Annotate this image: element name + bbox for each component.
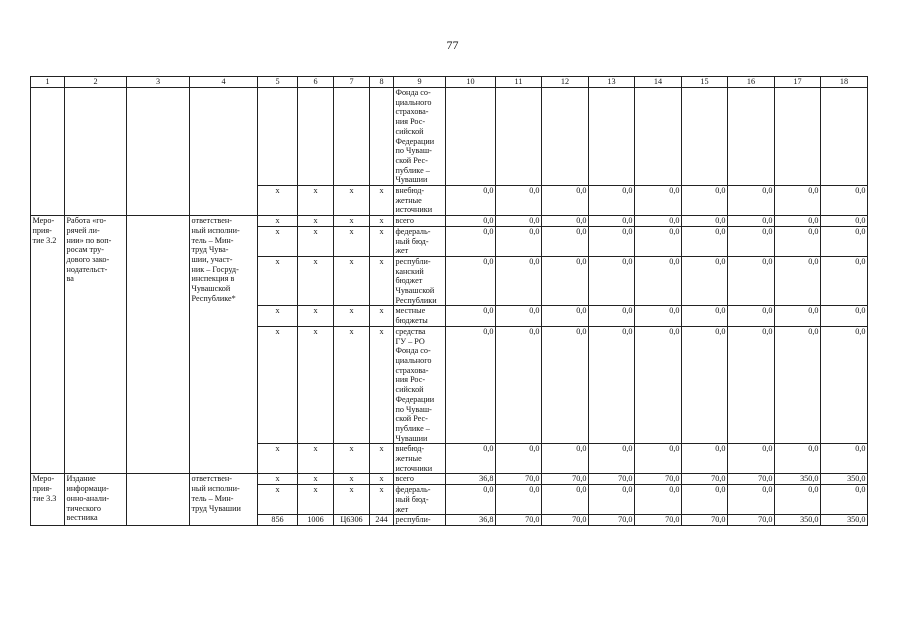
value-cell: 0,0 <box>446 226 496 256</box>
value-cell: 0,0 <box>446 485 496 515</box>
code-cell: x <box>334 226 370 256</box>
value-cell: 0,0 <box>682 186 728 216</box>
value-cell: 0,0 <box>446 256 496 306</box>
header-cell: 8 <box>370 77 394 88</box>
code-cell: x <box>258 186 298 216</box>
code-cell <box>298 88 334 186</box>
col3-cell <box>127 474 190 526</box>
code-cell: 1006 <box>298 515 334 526</box>
value-cell: 0,0 <box>775 326 821 443</box>
code-cell: x <box>298 256 334 306</box>
code-cell: x <box>258 326 298 443</box>
code-cell: x <box>298 226 334 256</box>
value-cell: 0,0 <box>446 306 496 326</box>
source-cell: местные бюджеты <box>394 306 446 326</box>
value-cell <box>821 88 868 186</box>
value-cell: 0,0 <box>542 306 589 326</box>
code-cell: x <box>370 306 394 326</box>
value-cell: 70,0 <box>496 474 542 485</box>
value-cell: 70,0 <box>542 515 589 526</box>
value-cell: 0,0 <box>821 186 868 216</box>
header-cell: 6 <box>298 77 334 88</box>
table-row <box>31 88 868 186</box>
code-cell: x <box>334 474 370 485</box>
value-cell: 36,8 <box>446 515 496 526</box>
header-cell: 11 <box>496 77 542 88</box>
source-cell: республи- канский бюджет Чувашской Республики <box>394 256 446 306</box>
code-cell: x <box>334 216 370 227</box>
value-cell: 0,0 <box>635 485 682 515</box>
code-cell: x <box>370 186 394 216</box>
value-cell: 0,0 <box>542 226 589 256</box>
activity-label-cell: Меро- прия- тие 3.2 <box>31 216 65 474</box>
value-cell: 350,0 <box>821 474 868 485</box>
value-cell: 0,0 <box>446 216 496 227</box>
header-cell: 12 <box>542 77 589 88</box>
code-cell: x <box>334 306 370 326</box>
table-row <box>31 216 868 227</box>
value-cell: 0,0 <box>635 226 682 256</box>
code-cell: x <box>370 474 394 485</box>
value-cell: 0,0 <box>775 216 821 227</box>
value-cell: 0,0 <box>635 444 682 474</box>
value-cell: 0,0 <box>589 326 635 443</box>
value-cell: 0,0 <box>728 444 775 474</box>
value-cell: 0,0 <box>589 186 635 216</box>
header-cell: 10 <box>446 77 496 88</box>
value-cell: 70,0 <box>589 515 635 526</box>
value-cell: 0,0 <box>728 306 775 326</box>
code-cell <box>334 88 370 186</box>
value-cell: 0,0 <box>682 306 728 326</box>
value-cell: 0,0 <box>728 256 775 306</box>
code-cell: x <box>370 216 394 227</box>
value-cell: 0,0 <box>496 216 542 227</box>
value-cell: 70,0 <box>496 515 542 526</box>
value-cell <box>682 88 728 186</box>
value-cell: 0,0 <box>728 226 775 256</box>
value-cell: 0,0 <box>821 256 868 306</box>
source-cell: средства ГУ – РО Фонда со- циального страхова- ния Рос- сийской Федерации по Чуваш- ской Рес- публике – Чувашии <box>394 326 446 443</box>
code-cell: x <box>258 256 298 306</box>
value-cell: 0,0 <box>775 306 821 326</box>
value-cell: 0,0 <box>635 256 682 306</box>
code-cell: x <box>298 444 334 474</box>
source-cell: федераль- ный бюд- жет <box>394 485 446 515</box>
header-cell: 9 <box>394 77 446 88</box>
value-cell: 0,0 <box>542 326 589 443</box>
value-cell: 0,0 <box>821 444 868 474</box>
value-cell: 0,0 <box>635 186 682 216</box>
header-cell: 1 <box>31 77 65 88</box>
value-cell: 0,0 <box>775 444 821 474</box>
activity-label-cell: Меро- прия- тие 3.3 <box>31 474 65 526</box>
activity-name-cell: Издание информаци- онно-анали- тического вестника <box>65 474 127 526</box>
value-cell <box>589 88 635 186</box>
value-cell <box>728 88 775 186</box>
value-cell: 0,0 <box>542 216 589 227</box>
value-cell: 0,0 <box>728 186 775 216</box>
header-cell: 17 <box>775 77 821 88</box>
value-cell: 0,0 <box>496 226 542 256</box>
value-cell: 70,0 <box>635 515 682 526</box>
source-cell: всего <box>394 474 446 485</box>
value-cell: 0,0 <box>775 256 821 306</box>
header-row <box>31 77 868 88</box>
header-cell: 14 <box>635 77 682 88</box>
code-cell: x <box>370 226 394 256</box>
source-cell: внебюд- жетные источники <box>394 186 446 216</box>
code-cell: x <box>258 444 298 474</box>
code-cell: x <box>334 444 370 474</box>
value-cell: 70,0 <box>542 474 589 485</box>
value-cell: 0,0 <box>775 186 821 216</box>
value-cell: 36,8 <box>446 474 496 485</box>
value-cell: 0,0 <box>821 326 868 443</box>
value-cell: 70,0 <box>682 474 728 485</box>
code-cell: x <box>334 485 370 515</box>
header-cell: 2 <box>65 77 127 88</box>
executor-cell <box>190 88 258 216</box>
page-number: 77 <box>446 38 459 52</box>
name-cell <box>65 88 127 216</box>
code-cell: x <box>298 216 334 227</box>
value-cell: 0,0 <box>542 485 589 515</box>
label-cell <box>31 88 65 216</box>
executor-cell: ответствен- ный исполни- тель – Мин- труд Чува- шии, участ- ник – Госруд- инспекция в Чувашской Республике* <box>190 216 258 474</box>
source-cell: республи- <box>394 515 446 526</box>
header-cell: 7 <box>334 77 370 88</box>
value-cell <box>635 88 682 186</box>
value-cell: 0,0 <box>635 216 682 227</box>
source-cell: всего <box>394 216 446 227</box>
header-cell: 13 <box>589 77 635 88</box>
value-cell: 0,0 <box>635 326 682 443</box>
value-cell: 0,0 <box>821 226 868 256</box>
value-cell: 70,0 <box>682 515 728 526</box>
value-cell: 0,0 <box>496 306 542 326</box>
header-cell: 18 <box>821 77 868 88</box>
code-cell: 244 <box>370 515 394 526</box>
executor-cell: ответствен- ный исполни- тель – Мин- труд Чувашии <box>190 474 258 526</box>
value-cell <box>542 88 589 186</box>
value-cell: 0,0 <box>682 256 728 306</box>
code-cell: x <box>298 186 334 216</box>
header-cell: 4 <box>190 77 258 88</box>
source-cell: внебюд- жетные источники <box>394 444 446 474</box>
code-cell: x <box>258 474 298 485</box>
code-cell: x <box>370 485 394 515</box>
value-cell: 0,0 <box>589 216 635 227</box>
value-cell: 0,0 <box>682 226 728 256</box>
code-cell: x <box>298 326 334 443</box>
activity-name-cell: Работа «го- рячей ли- нии» по воп- росам тру- дового зако- нодательст- ва <box>65 216 127 474</box>
code-cell: x <box>370 256 394 306</box>
col3-cell <box>127 216 190 474</box>
value-cell: 0,0 <box>682 216 728 227</box>
value-cell: 0,0 <box>496 186 542 216</box>
code-cell: x <box>334 326 370 443</box>
value-cell: 0,0 <box>496 444 542 474</box>
value-cell: 0,0 <box>496 256 542 306</box>
value-cell: 0,0 <box>542 186 589 216</box>
value-cell: 350,0 <box>775 515 821 526</box>
table-row <box>31 474 868 485</box>
code-cell: x <box>258 226 298 256</box>
value-cell: 0,0 <box>589 256 635 306</box>
code-cell: 856 <box>258 515 298 526</box>
value-cell: 350,0 <box>821 515 868 526</box>
value-cell: 0,0 <box>446 186 496 216</box>
col3-cell <box>127 88 190 216</box>
value-cell: 0,0 <box>496 326 542 443</box>
header-cell: 15 <box>682 77 728 88</box>
value-cell: 0,0 <box>775 226 821 256</box>
value-cell: 0,0 <box>589 306 635 326</box>
source-cell: федераль- ный бюд- жет <box>394 226 446 256</box>
value-cell: 0,0 <box>542 444 589 474</box>
value-cell: 0,0 <box>589 485 635 515</box>
value-cell <box>496 88 542 186</box>
value-cell: 0,0 <box>446 444 496 474</box>
code-cell: x <box>258 216 298 227</box>
value-cell: 0,0 <box>682 326 728 443</box>
source-cell: Фонда со- циального страхова- ния Рос- сийской Федерации по Чуваш- ской Рес- публике – Чувашии <box>394 88 446 186</box>
value-cell: 0,0 <box>542 256 589 306</box>
value-cell: 350,0 <box>775 474 821 485</box>
code-cell: x <box>258 306 298 326</box>
value-cell: 0,0 <box>821 216 868 227</box>
value-cell: 0,0 <box>682 485 728 515</box>
value-cell: 70,0 <box>589 474 635 485</box>
code-cell: x <box>298 306 334 326</box>
code-cell: Ц6306 <box>334 515 370 526</box>
header-cell: 5 <box>258 77 298 88</box>
code-cell <box>370 88 394 186</box>
value-cell: 0,0 <box>775 485 821 515</box>
value-cell: 0,0 <box>682 444 728 474</box>
value-cell: 0,0 <box>821 485 868 515</box>
header-cell: 3 <box>127 77 190 88</box>
code-cell: x <box>334 186 370 216</box>
value-cell: 0,0 <box>635 306 682 326</box>
value-cell: 0,0 <box>496 485 542 515</box>
value-cell <box>775 88 821 186</box>
value-cell: 0,0 <box>589 444 635 474</box>
value-cell: 0,0 <box>446 326 496 443</box>
value-cell: 70,0 <box>635 474 682 485</box>
header-cell: 16 <box>728 77 775 88</box>
value-cell: 70,0 <box>728 515 775 526</box>
budget-table <box>30 76 868 526</box>
value-cell: 0,0 <box>728 216 775 227</box>
code-cell: x <box>370 326 394 443</box>
code-cell: x <box>334 256 370 306</box>
value-cell: 0,0 <box>821 306 868 326</box>
code-cell <box>258 88 298 186</box>
code-cell: x <box>298 474 334 485</box>
code-cell: x <box>370 444 394 474</box>
value-cell: 0,0 <box>728 485 775 515</box>
code-cell: x <box>298 485 334 515</box>
code-cell: x <box>258 485 298 515</box>
value-cell: 70,0 <box>728 474 775 485</box>
value-cell <box>446 88 496 186</box>
value-cell: 0,0 <box>589 226 635 256</box>
value-cell: 0,0 <box>728 326 775 443</box>
